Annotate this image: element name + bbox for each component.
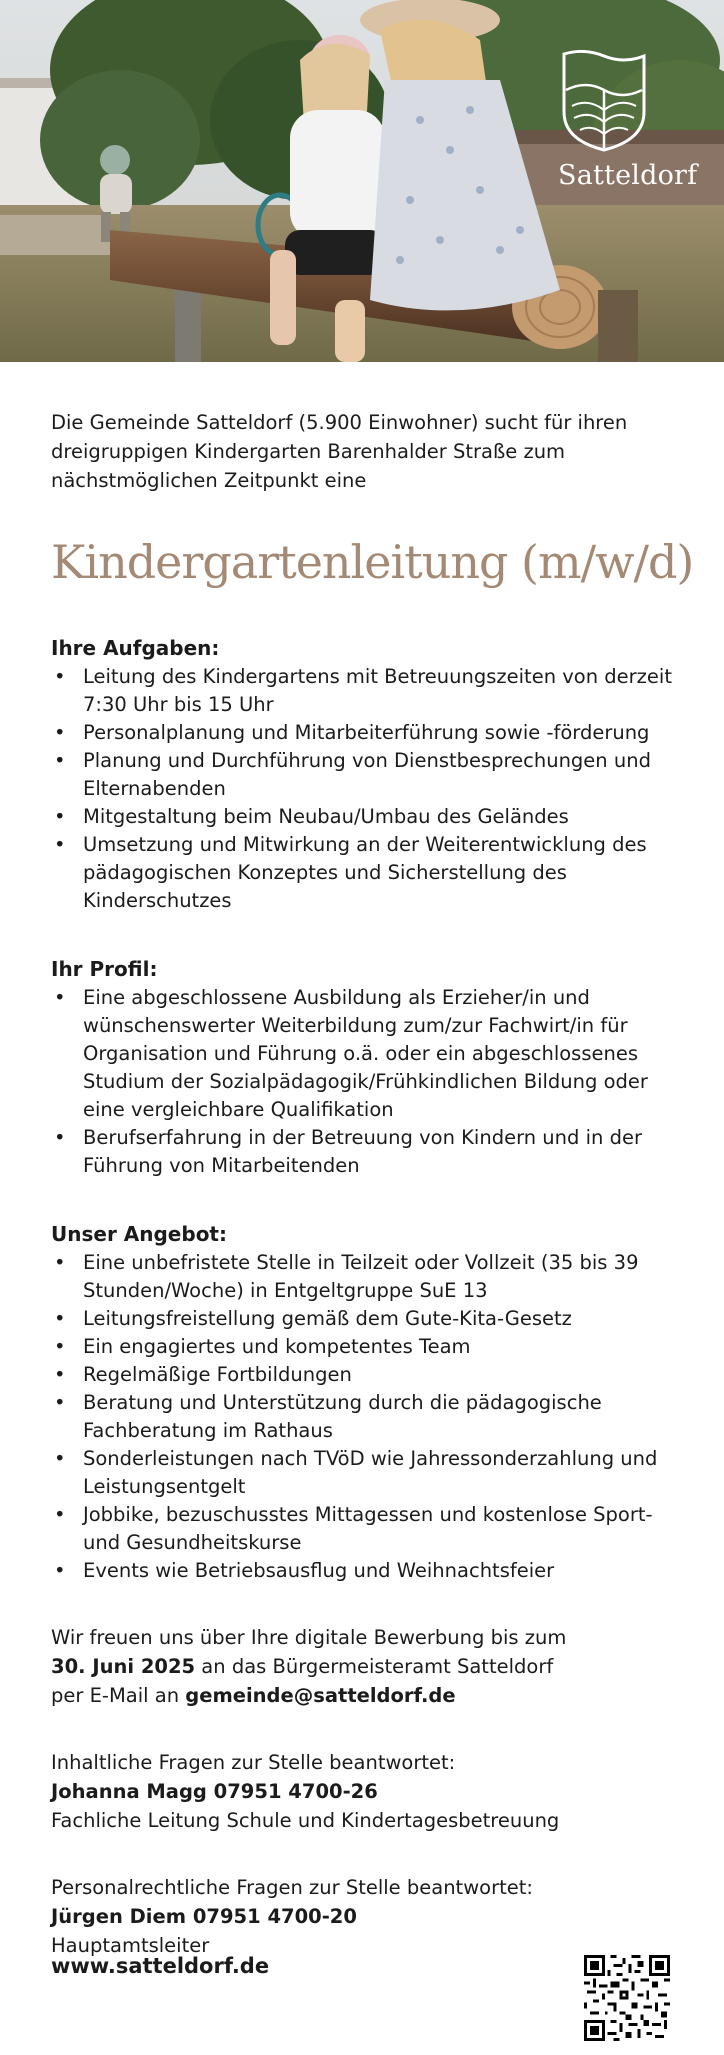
list-item: • Sonderleistungen nach TVöD wie Jahressonderzahlung und Leistungsentgelt — [51, 1445, 691, 1501]
list-item: • Eine unbefristete Stelle in Teilzeit oder Vollzeit (35 bis 39 Stunden/Woche) in Entgeltgruppe SuE 13 — [51, 1249, 691, 1305]
contact-name-phone: Johanna Magg 07951 4700-26 — [51, 1780, 378, 1804]
section-profile — [51, 955, 691, 1180]
profile-list — [51, 984, 691, 1180]
list-item: • Events wie Betriebsausflug und Weihnachtsfeier — [51, 1557, 691, 1585]
list-item: • Umsetzung und Mitwirkung an der Weiterentwicklung des pädagogischen Konzeptes und Sicherstellung des Kinderschutzes — [51, 831, 691, 915]
contact-intro: Personalrechtliche Fragen zur Stelle beantwortet: — [51, 1876, 533, 1900]
section-title: Unser Angebot: — [51, 1222, 227, 1247]
section-title: Ihr Profil: — [51, 957, 158, 982]
application-info — [51, 1623, 691, 1710]
list-item: • Eine abgeschlossene Ausbildung als Erzieher/in und wünschenswerter Weiterbildung zum/zur Fachwirt/in für Organisation und Führung o.ä. oder ein abgeschlossenes Studium der Sozialpädagogik/Frühkindlichen Bildung oder eine vergleichbare Qualifikation — [51, 984, 691, 1124]
application-line1: Wir freuen uns über Ihre digitale Bewerbung bis zum — [51, 1626, 567, 1650]
header-photo — [0, 0, 724, 362]
intro-text: Die Gemeinde Satteldorf (5.900 Einwohner) sucht für ihren dreigruppigen Kindergarten Barenhalder Straße zum nächstmöglichen Zeitpunkt eine — [51, 411, 628, 492]
list-item: • Berufserfahrung in der Betreuung von Kindern und in der Führung von Mitarbeitenden — [51, 1124, 691, 1180]
list-item: • Ein engagiertes und kompetentes Team — [51, 1333, 691, 1361]
contact-role: Fachliche Leitung Schule und Kindertagesbetreuung — [51, 1809, 560, 1833]
application-line3: per E-Mail an — [51, 1684, 186, 1708]
section-tasks — [51, 634, 691, 915]
section-title: Ihre Aufgaben: — [51, 636, 220, 661]
list-item: • Planung und Durchführung von Dienstbesprechungen und Elternabenden — [51, 747, 691, 803]
section-offer — [51, 1220, 691, 1585]
list-item: • Regelmäßige Fortbildungen — [51, 1361, 691, 1389]
website-link[interactable]: www.satteldorf.de — [51, 1954, 270, 1978]
qr-code-icon[interactable] — [584, 1955, 670, 2041]
contact-role: Hauptamtsleiter — [51, 1934, 210, 1958]
list-item: • Leitung des Kindergartens mit Betreuungszeiten von derzeit 7:30 Uhr bis 15 Uhr — [51, 663, 691, 719]
logo-text: Satteldorf — [558, 160, 698, 191]
list-item: • Leitungsfreistellung gemäß dem Gute-Kita-Gesetz — [51, 1305, 691, 1333]
list-item: • Beratung und Unterstützung durch die pädagogische Fachberatung im Rathaus — [51, 1389, 691, 1445]
list-item: • Mitgestaltung beim Neubau/Umbau des Geländes — [51, 803, 691, 831]
satteldorf-logo — [558, 50, 698, 191]
job-title: Kindergartenleitung (m/w/d) — [51, 535, 694, 589]
contact-intro: Inhaltliche Fragen zur Stelle beantwortet: — [51, 1751, 456, 1775]
list-item: • Personalplanung und Mitarbeiterführung sowie -förderung — [51, 719, 691, 747]
job-ad-body — [51, 408, 694, 1960]
contact-content — [51, 1748, 691, 1835]
satteldorf-crest-icon — [558, 50, 650, 154]
contact-hr — [51, 1873, 691, 1960]
application-line2: an das Bürgermeisteramt Satteldorf — [195, 1655, 554, 1679]
application-email-link[interactable]: gemeinde@satteldorf.de — [185, 1684, 456, 1708]
application-deadline: 30. Juni 2025 — [51, 1655, 196, 1679]
offer-list — [51, 1249, 691, 1585]
task-list — [51, 663, 691, 915]
contact-name-phone: Jürgen Diem 07951 4700-20 — [51, 1905, 357, 1929]
list-item: • Jobbike, bezuschusstes Mittagessen und kostenlose Sport- und Gesundheitskurse — [51, 1501, 691, 1557]
